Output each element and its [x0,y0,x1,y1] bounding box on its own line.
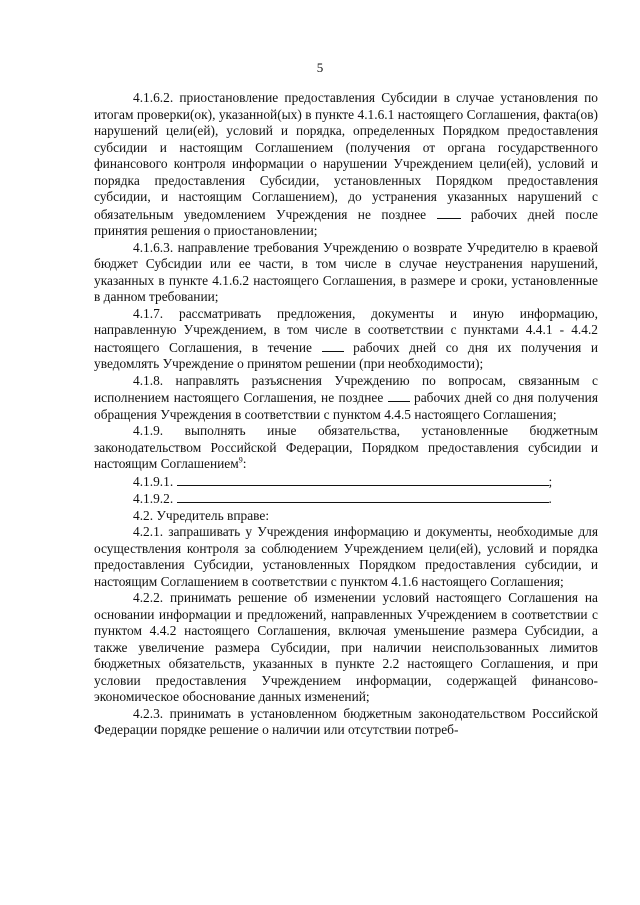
paragraph-text: 4.1.9.1. [133,473,174,489]
paragraph-4-1-9-2 [94,490,598,508]
paragraph-4-1-9 [94,423,598,473]
paragraph-text: 4.1.9. выполнять иные обязательства, установленные бюджетным законодательством Российской Федерации, Порядком предоставления субсидии и настоящим Соглашением [94,423,598,471]
paragraph-4-1-8 [94,373,598,424]
paragraph-text: 4.2.1. запрашивать у Учреждения информацию и документы, необходимые для осуществления контроля за соблюдением Учреждением цели(ей), условий и порядка предоставления Субсидии, установленных Порядком предоставления субсидии, и настоящим Соглашением в соответствии с пунктом 4.1.6 настоящего Соглашения; [94,524,598,589]
paragraph-text-continued: : [242,456,247,471]
paragraph-text: 4.1.8. направлять разъяснения Учреждению по вопросам, связанным с исполнением настоящего Соглашения, не позднее [94,372,598,405]
blank-field-obligation [177,490,549,503]
paragraph-text-continued: . [548,491,552,506]
blank-field-days [322,339,344,352]
paragraph-4-1-6-2 [94,90,598,240]
paragraph-4-1-9-1 [94,473,598,491]
paragraph-4-1-7 [94,306,598,373]
paragraph-text-continued: рабочих дней со дня получения обращения Учреждения в соответствии с пунктом 4.4.5 настоящего Соглашения; [94,390,598,422]
footnote-marker: 9 [238,455,243,465]
paragraph-4-2-2 [94,590,598,706]
paragraph-text: 4.1.9.2. [133,491,174,506]
paragraph-text: 4.2.3. принимать в установленном бюджетным законодательством Российской Федерации порядке решение о наличии или отсутствии потреб- [94,705,598,737]
paragraph-text-continued: рабочих дней со дня их получения и уведомлять Учреждение о принятом решении (при необходимости); [94,339,599,371]
paragraph-4-2-1 [94,524,598,590]
blank-field-obligation [177,473,549,486]
paragraph-4-2 [94,508,598,525]
paragraph-4-2-3 [94,706,598,739]
paragraph-text: 4.1.7. рассматривать предложения, документы и иную информацию, направленную Учреждением, в том числе в соответствии с пунктами 4.4.1 - 4.4.2 настоящего Соглашения, в течение [94,305,598,355]
paragraph-4-1-6-3 [94,240,598,306]
paragraph-text: 4.1.6.3. направление требования Учреждению о возврате Учредителю в краевой бюджет Субсидии или ее части, в том числе в случае неустранения нарушений, указанных в пункте 4.1.6.2 настоящего Соглашения, в размере и сроки, установленные в данном требовании; [94,239,598,304]
paragraph-text: 4.2.2. принимать решение об изменении условий настоящего Соглашения на основании информации и предложений, направленных Учреждением в соответствии с пунктом 4.4.2 настоящего Соглашения, включая уменьшение размера Субсидии, а также увеличение размера Субсидии, при наличии неиспользованных лимитов бюджетных обязательств, указанных в пункте 2.2 настоящего Соглашения, и при условии предоставления Учреждением информации, содержащей финансово-экономическое обоснование данных изменений; [94,590,598,704]
blank-field-days [437,206,461,219]
document-body [94,90,598,739]
paragraph-text: 4.2. Учредитель вправе: [133,507,270,523]
page-number: 5 [316,60,324,75]
paragraph-text-continued: рабочих дней после принятия решения о приостановлении; [94,206,598,238]
paragraph-text-continued: ; [548,473,553,489]
blank-field-days [388,389,410,402]
paragraph-text: 4.1.6.2. приостановление предоставления Субсидии в случае установления по итогам проверки(ок), указанной(ых) в пункте 4.1.6.1 настоящего Соглашения, факта(ов) нарушений цели(ей), условий и порядка, определенных Порядком предоставления субсидии и настоящим Соглашением (получения от органа государственного финансового контроля информации о нарушении Учреждением цели(ей), условий и порядка предоставления Субсидии, установленных Порядком предоставления субсидии, и настоящим Соглашением), до устранения указанных нарушений с обязательным уведомлением Учреждения не позднее [94,90,598,222]
